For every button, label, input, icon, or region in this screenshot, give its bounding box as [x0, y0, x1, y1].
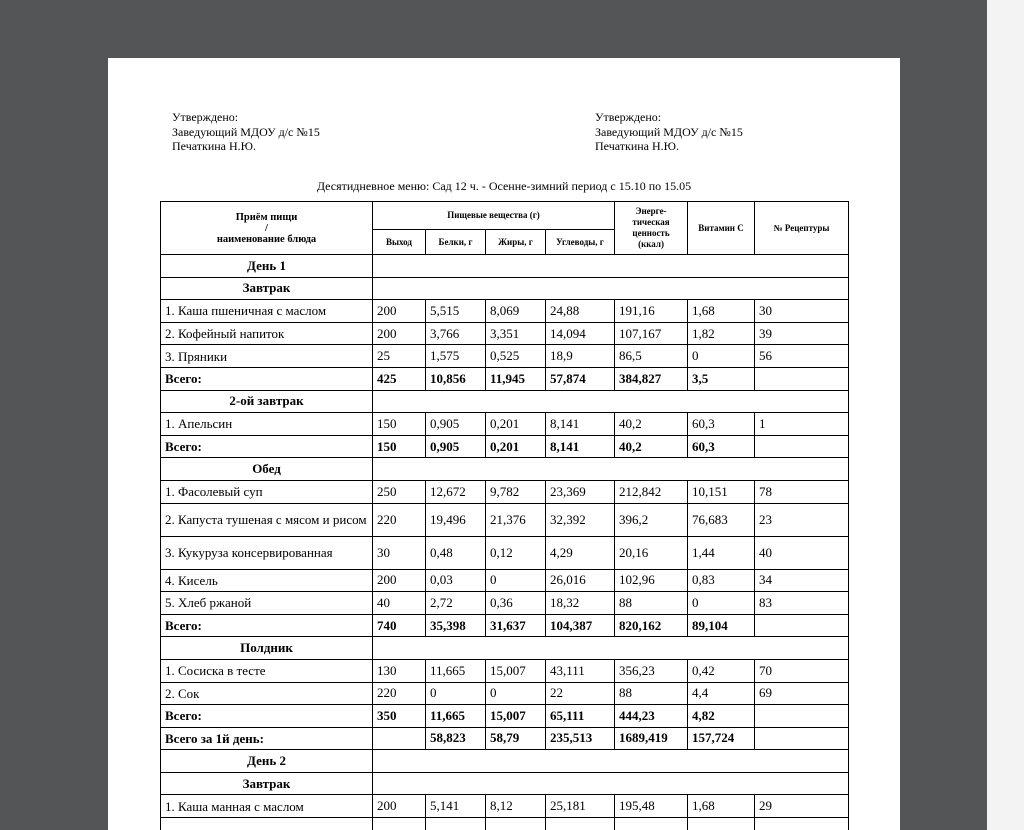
energy-cell: 212,842	[615, 480, 688, 503]
carbs-cell: 14,094	[546, 322, 615, 345]
carbs-cell: 8,141	[546, 413, 615, 436]
section-label: Обед	[161, 458, 373, 481]
header-energy: Энерге- тическая ценность (ккал)	[615, 202, 688, 255]
energy-cell: 20,16	[615, 536, 688, 569]
recipe-number-cell	[755, 705, 849, 728]
dish-row	[161, 818, 849, 830]
dish-row	[161, 413, 849, 436]
vitamin-c-cell: 4,4	[688, 682, 755, 705]
carbs-cell: 22	[546, 682, 615, 705]
header-meal: Приём пищи / наименование блюда	[161, 202, 373, 255]
energy-cell: 40,2	[615, 435, 688, 458]
recipe-number-cell	[755, 614, 849, 637]
carbs-cell: 65,111	[546, 705, 615, 728]
fat-cell: 0	[486, 682, 546, 705]
dish-name: Всего:	[161, 614, 373, 637]
recipe-number-cell: 78	[755, 480, 849, 503]
dish-name	[161, 818, 373, 830]
header-protein: Белки, г	[426, 230, 486, 255]
yield-cell: 740	[373, 614, 426, 637]
carbs-cell	[546, 818, 615, 830]
recipe-number-cell: 40	[755, 536, 849, 569]
fat-cell: 15,007	[486, 705, 546, 728]
fat-cell: 0,201	[486, 413, 546, 436]
total-row	[161, 614, 849, 637]
carbs-cell: 104,387	[546, 614, 615, 637]
yield-cell	[373, 727, 426, 750]
fat-cell: 0,12	[486, 536, 546, 569]
carbs-cell: 24,88	[546, 300, 615, 323]
fat-cell: 8,069	[486, 300, 546, 323]
dish-name: 3. Пряники	[161, 345, 373, 368]
vitamin-c-cell: 3,5	[688, 367, 755, 390]
section-label: День 2	[161, 750, 373, 773]
protein-cell: 5,141	[426, 795, 486, 818]
yield-cell: 220	[373, 503, 426, 536]
section-row	[161, 255, 849, 278]
vitamin-c-cell: 0	[688, 345, 755, 368]
yield-cell: 200	[373, 569, 426, 592]
section-row	[161, 750, 849, 773]
fat-cell: 8,12	[486, 795, 546, 818]
dish-name: Всего:	[161, 705, 373, 728]
fat-cell: 0,36	[486, 592, 546, 615]
energy-cell: 88	[615, 592, 688, 615]
vitamin-c-cell: 89,104	[688, 614, 755, 637]
yield-cell: 30	[373, 536, 426, 569]
section-row	[161, 637, 849, 660]
recipe-number-cell: 34	[755, 569, 849, 592]
energy-cell: 191,16	[615, 300, 688, 323]
energy-cell	[615, 818, 688, 830]
dish-row	[161, 592, 849, 615]
fat-cell: 11,945	[486, 367, 546, 390]
recipe-number-cell: 56	[755, 345, 849, 368]
vitamin-c-cell: 1,44	[688, 536, 755, 569]
dish-name: Всего за 1й день:	[161, 727, 373, 750]
section-label: Завтрак	[161, 772, 373, 795]
section-row	[161, 277, 849, 300]
yield-cell: 25	[373, 345, 426, 368]
yield-cell: 220	[373, 682, 426, 705]
dish-name: 1. Апельсин	[161, 413, 373, 436]
energy-cell: 88	[615, 682, 688, 705]
dish-row	[161, 682, 849, 705]
section-row	[161, 458, 849, 481]
header-yield: Выход	[373, 230, 426, 255]
vitamin-c-cell: 1,68	[688, 300, 755, 323]
approval-line: Утверждено:	[595, 110, 662, 124]
document-page	[108, 58, 900, 830]
energy-cell: 107,167	[615, 322, 688, 345]
section-label: 2-ой завтрак	[161, 390, 373, 413]
header-nutrients: Пищевые вещества (г)	[373, 202, 615, 230]
vitamin-c-cell: 10,151	[688, 480, 755, 503]
energy-cell: 1689,419	[615, 727, 688, 750]
yield-cell: 200	[373, 322, 426, 345]
carbs-cell: 26,016	[546, 569, 615, 592]
protein-cell: 0	[426, 682, 486, 705]
carbs-cell: 18,32	[546, 592, 615, 615]
fat-cell: 0,525	[486, 345, 546, 368]
section-empty-cell	[373, 772, 849, 795]
protein-cell: 12,672	[426, 480, 486, 503]
carbs-cell: 4,29	[546, 536, 615, 569]
approval-line: Заведующий МДОУ д/с №15	[595, 124, 743, 139]
viewer-scroll-strip	[987, 0, 1024, 830]
dish-name: 1. Сосиска в тесте	[161, 659, 373, 682]
protein-cell: 10,856	[426, 367, 486, 390]
protein-cell: 2,72	[426, 592, 486, 615]
fat-cell: 0	[486, 569, 546, 592]
carbs-cell: 32,392	[546, 503, 615, 536]
protein-cell: 58,823	[426, 727, 486, 750]
section-label: День 1	[161, 255, 373, 278]
protein-cell: 11,665	[426, 659, 486, 682]
header-vitamin-c: Витамин С	[688, 202, 755, 255]
energy-cell: 396,2	[615, 503, 688, 536]
fat-cell: 0,201	[486, 435, 546, 458]
yield-cell: 200	[373, 300, 426, 323]
protein-cell: 35,398	[426, 614, 486, 637]
carbs-cell: 18,9	[546, 345, 615, 368]
protein-cell: 3,766	[426, 322, 486, 345]
dish-row	[161, 345, 849, 368]
fat-cell: 9,782	[486, 480, 546, 503]
total-row	[161, 367, 849, 390]
protein-cell: 0,905	[426, 435, 486, 458]
recipe-number-cell: 29	[755, 795, 849, 818]
section-empty-cell	[373, 390, 849, 413]
fat-cell	[486, 818, 546, 830]
dish-name: Всего:	[161, 435, 373, 458]
fat-cell: 58,79	[486, 727, 546, 750]
carbs-cell: 23,369	[546, 480, 615, 503]
energy-cell: 40,2	[615, 413, 688, 436]
vitamin-c-cell: 1,82	[688, 322, 755, 345]
yield-cell	[373, 818, 426, 830]
dish-name: 5. Хлеб ржаной	[161, 592, 373, 615]
approval-line: Заведующий МДОУ д/с №15	[172, 124, 320, 139]
approval-block-right	[595, 110, 743, 154]
vitamin-c-cell	[688, 818, 755, 830]
fat-cell: 3,351	[486, 322, 546, 345]
energy-cell: 356,23	[615, 659, 688, 682]
dish-name: 2. Сок	[161, 682, 373, 705]
vitamin-c-cell: 157,724	[688, 727, 755, 750]
energy-cell: 102,96	[615, 569, 688, 592]
dish-row	[161, 795, 849, 818]
section-empty-cell	[373, 750, 849, 773]
dish-name: 2. Капуста тушеная с мясом и рисом	[161, 503, 373, 536]
dish-row	[161, 480, 849, 503]
protein-cell: 5,515	[426, 300, 486, 323]
approval-block-left	[172, 110, 320, 154]
total-row	[161, 435, 849, 458]
energy-cell: 444,23	[615, 705, 688, 728]
recipe-number-cell: 30	[755, 300, 849, 323]
vitamin-c-cell: 0,83	[688, 569, 755, 592]
recipe-number-cell: 69	[755, 682, 849, 705]
dish-name: 2. Кофейный напиток	[161, 322, 373, 345]
dish-name: 4. Кисель	[161, 569, 373, 592]
dish-name: 1. Фасолевый суп	[161, 480, 373, 503]
yield-cell: 250	[373, 480, 426, 503]
approval-line: Утверждено:	[172, 110, 239, 124]
energy-cell: 384,827	[615, 367, 688, 390]
dish-row	[161, 300, 849, 323]
yield-cell: 40	[373, 592, 426, 615]
section-label: Завтрак	[161, 277, 373, 300]
recipe-number-cell: 23	[755, 503, 849, 536]
recipe-number-cell	[755, 818, 849, 830]
dish-row	[161, 659, 849, 682]
carbs-cell: 25,181	[546, 795, 615, 818]
section-empty-cell	[373, 458, 849, 481]
dish-name: 1. Каша манная с маслом	[161, 795, 373, 818]
recipe-number-cell: 70	[755, 659, 849, 682]
yield-cell: 130	[373, 659, 426, 682]
fat-cell: 31,637	[486, 614, 546, 637]
header-carbs: Углеводы, г	[546, 230, 615, 255]
total-row	[161, 727, 849, 750]
dish-row	[161, 322, 849, 345]
protein-cell: 0,905	[426, 413, 486, 436]
carbs-cell: 57,874	[546, 367, 615, 390]
recipe-number-cell: 83	[755, 592, 849, 615]
protein-cell: 0,48	[426, 536, 486, 569]
section-row	[161, 390, 849, 413]
yield-cell: 350	[373, 705, 426, 728]
yield-cell: 150	[373, 435, 426, 458]
fat-cell: 15,007	[486, 659, 546, 682]
vitamin-c-cell: 60,3	[688, 413, 755, 436]
recipe-number-cell: 1	[755, 413, 849, 436]
vitamin-c-cell: 0,42	[688, 659, 755, 682]
total-row	[161, 705, 849, 728]
protein-cell: 1,575	[426, 345, 486, 368]
yield-cell: 200	[373, 795, 426, 818]
vitamin-c-cell: 0	[688, 592, 755, 615]
menu-title: Десятидневное меню: Сад 12 ч. - Осенне-зимний период с 15.10 по 15.05	[316, 179, 692, 193]
vitamin-c-cell: 1,68	[688, 795, 755, 818]
vitamin-c-cell: 4,82	[688, 705, 755, 728]
recipe-number-cell	[755, 435, 849, 458]
section-empty-cell	[373, 277, 849, 300]
menu-table-body	[161, 255, 849, 830]
section-label: Полдник	[161, 637, 373, 660]
approval-line: Печаткина Н.Ю.	[172, 139, 256, 153]
dish-row	[161, 536, 849, 569]
carbs-cell: 8,141	[546, 435, 615, 458]
energy-cell: 86,5	[615, 345, 688, 368]
yield-cell: 425	[373, 367, 426, 390]
recipe-number-cell	[755, 727, 849, 750]
protein-cell: 19,496	[426, 503, 486, 536]
yield-cell: 150	[373, 413, 426, 436]
header-recipe-number: № Рецептуры	[755, 202, 849, 255]
carbs-cell: 43,111	[546, 659, 615, 682]
dish-name: Всего:	[161, 367, 373, 390]
fat-cell: 21,376	[486, 503, 546, 536]
approval-line: Печаткина Н.Ю.	[595, 139, 679, 153]
dish-name: 3. Кукуруза консервированная	[161, 536, 373, 569]
protein-cell: 11,665	[426, 705, 486, 728]
section-empty-cell	[373, 255, 849, 278]
protein-cell: 0,03	[426, 569, 486, 592]
header-fat: Жиры, г	[486, 230, 546, 255]
menu-table	[160, 201, 849, 830]
section-row	[161, 772, 849, 795]
energy-cell: 820,162	[615, 614, 688, 637]
dish-row	[161, 569, 849, 592]
vitamin-c-cell: 60,3	[688, 435, 755, 458]
recipe-number-cell: 39	[755, 322, 849, 345]
protein-cell	[426, 818, 486, 830]
vitamin-c-cell: 76,683	[688, 503, 755, 536]
recipe-number-cell	[755, 367, 849, 390]
carbs-cell: 235,513	[546, 727, 615, 750]
dish-name: 1. Каша пшеничная с маслом	[161, 300, 373, 323]
section-empty-cell	[373, 637, 849, 660]
dish-row	[161, 503, 849, 536]
energy-cell: 195,48	[615, 795, 688, 818]
